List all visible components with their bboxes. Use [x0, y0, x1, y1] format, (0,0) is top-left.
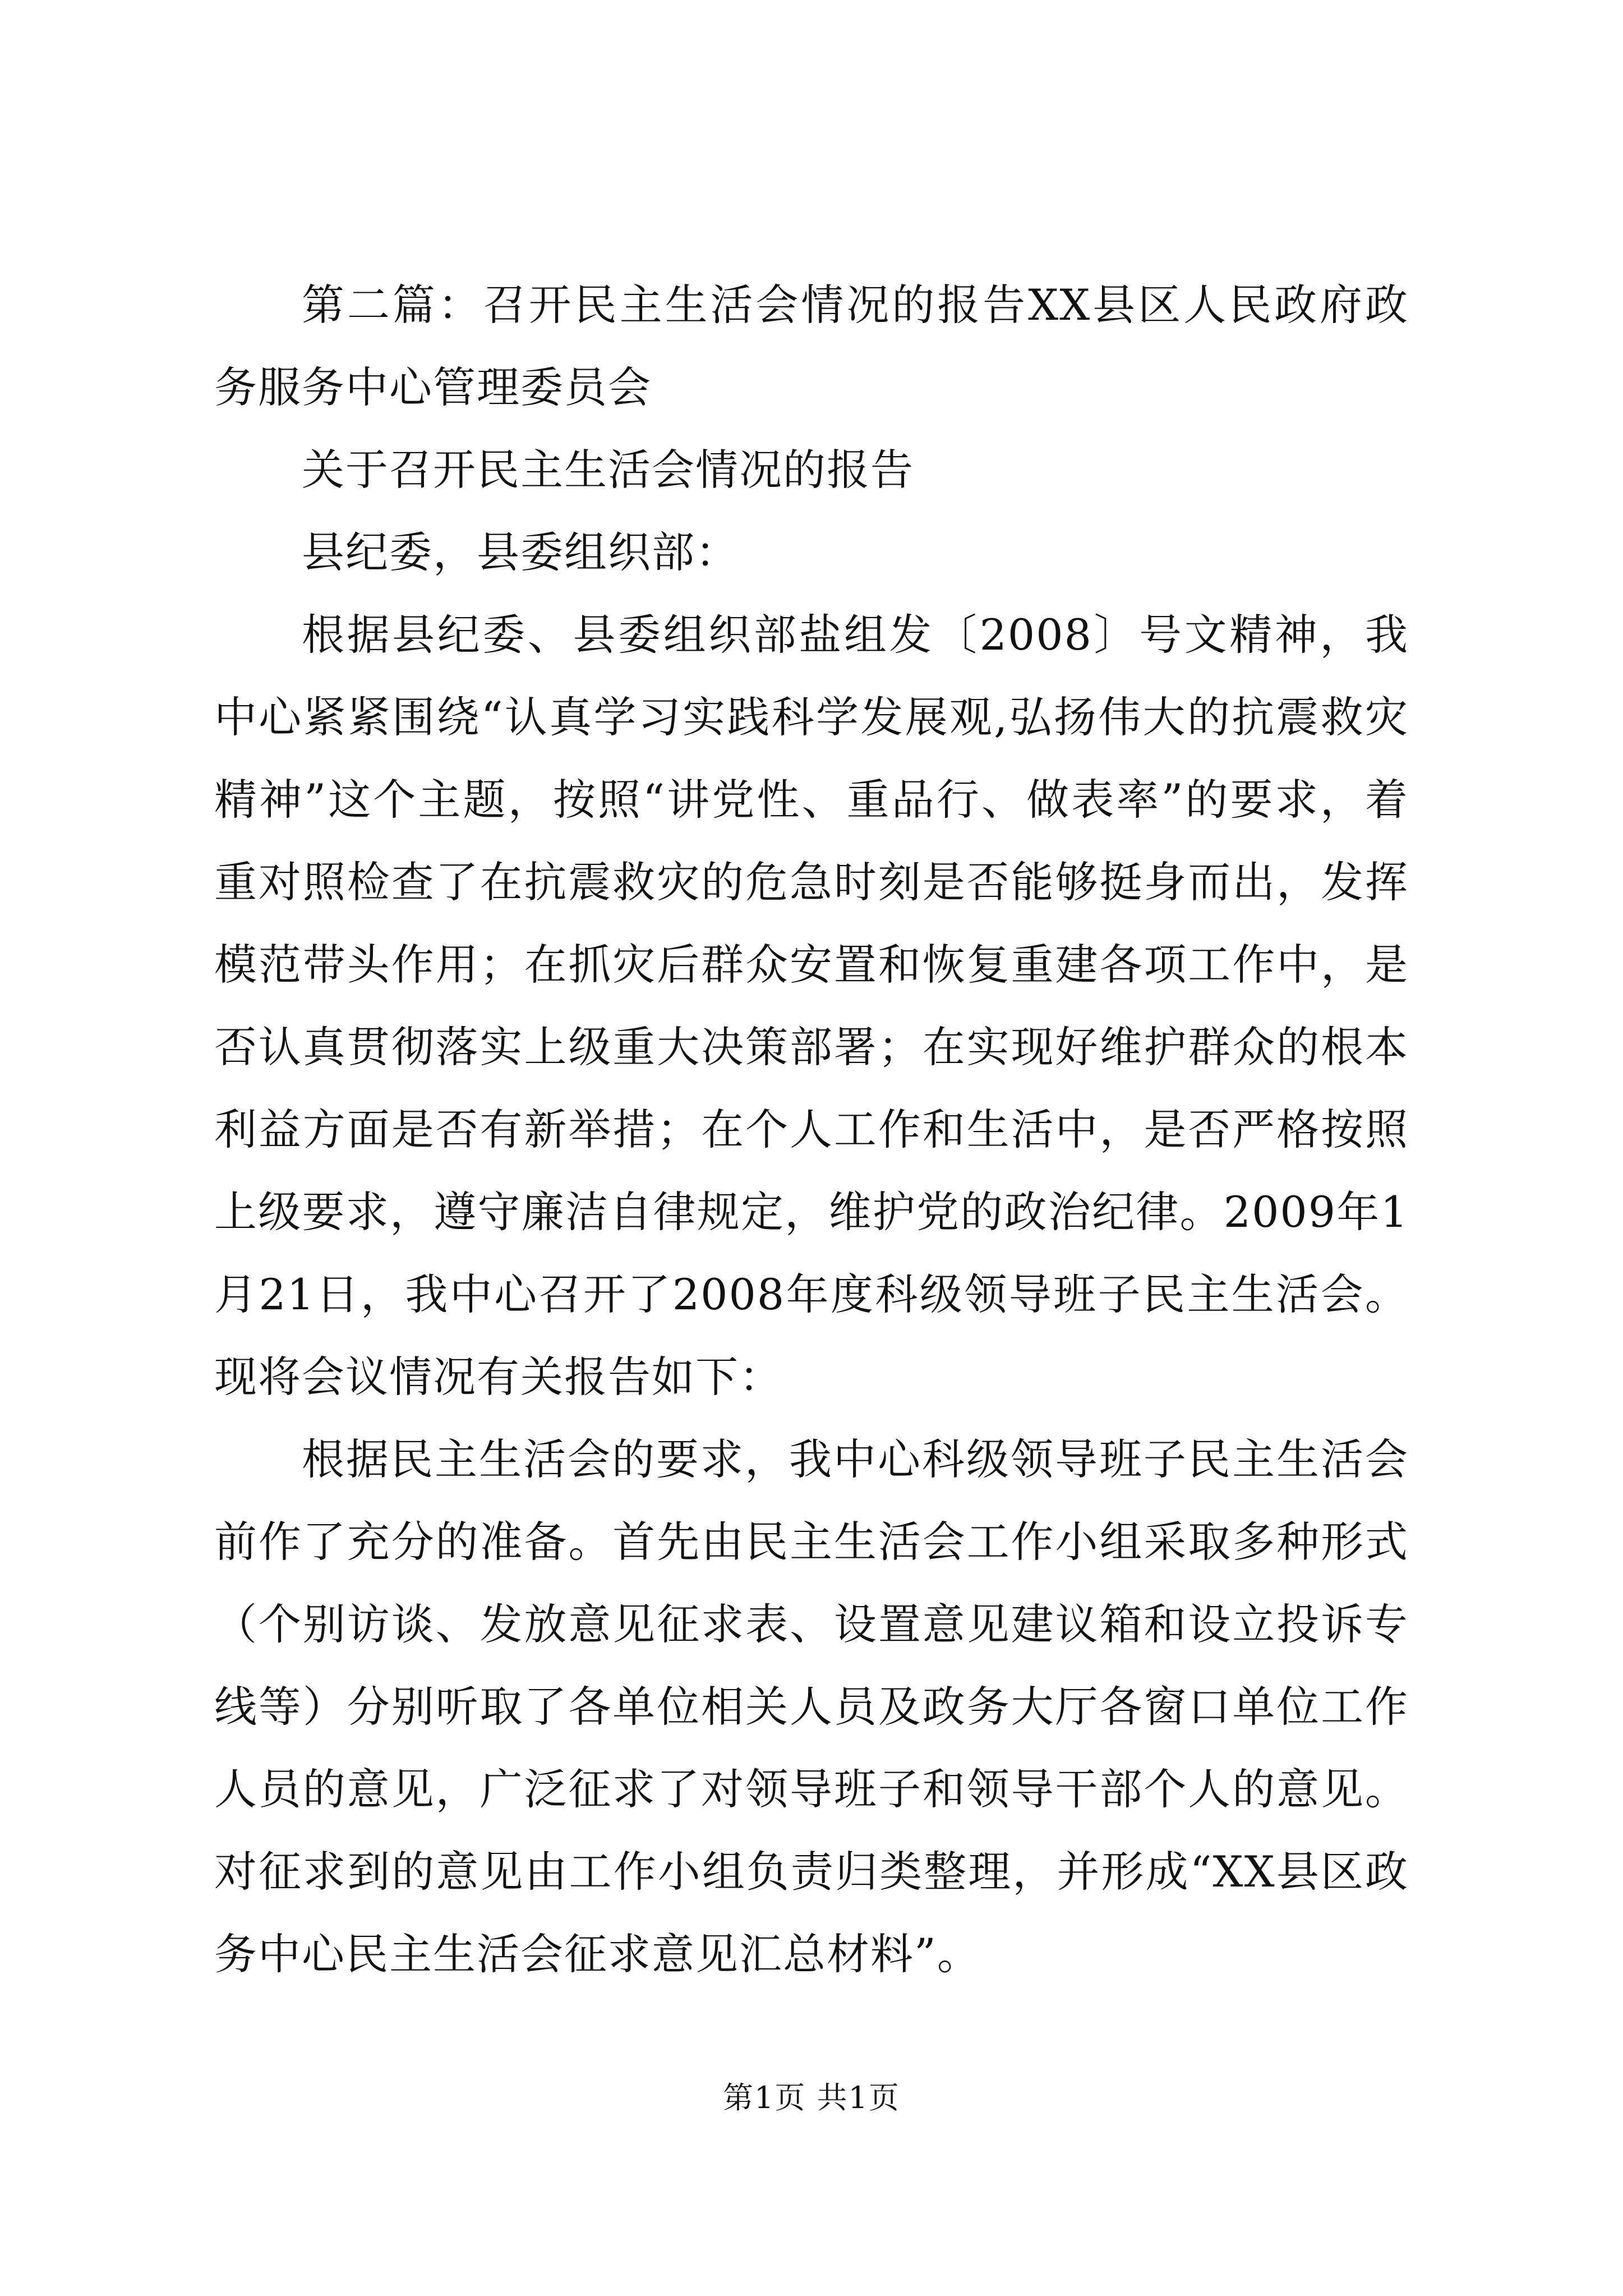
- salutation: 县纪委，县委组织部：: [302, 527, 739, 577]
- document-heading: 第二篇：召开民主生活会情况的报告XX县区人民政府政务服务中心管理委员会: [214, 280, 1409, 412]
- page-footer: 第1页 共1页: [723, 2080, 900, 2115]
- body-paragraph: 根据县纪委、县委组织部盐组发〔2008〕号文精神，我中心紧紧围绕“认真学习实践科学发展观,弘扬伟大的抗震救灾精神”这个主题，按照“讲党性、重品行、做表率”的要求，着重对照检查了在抗震救灾的危急时刻是否能够挺身而出，发挥模范带头作用；在抓灾后群众安置和恢复重建各项工作中，是否认真贯彻落实上级重大决策部署；在实现好维护群众的根本利益方面是否有新举措；在个人工作和生活中，是否严格按照上级要求，遵守廉洁自律规定，维护党的政治纪律。2009年1月21日，我中心召开了2008年度科级领导班子民主生活会。现将会议情况有关报告如下：: [214, 610, 1409, 1402]
- body-paragraph: 根据民主生活会的要求，我中心科级领导班子民主生活会前作了充分的准备。首先由民主生活会工作小组采取多种形式（个别访谈、发放意见征求表、设置意见建议箱和设立投诉专线等）分别听取了各单位相关人员及政务大厅各窗口单位工作人员的意见，广泛征求了对领导班子和领导干部个人的意见。对征求到的意见由工作小组负责归类整理，并形成“XX县区政务中心民主生活会征求意见汇总材料”。: [214, 1434, 1409, 1979]
- document-body: [214, 264, 1409, 1995]
- report-title: 关于召开民主生活会情况的报告: [302, 445, 914, 495]
